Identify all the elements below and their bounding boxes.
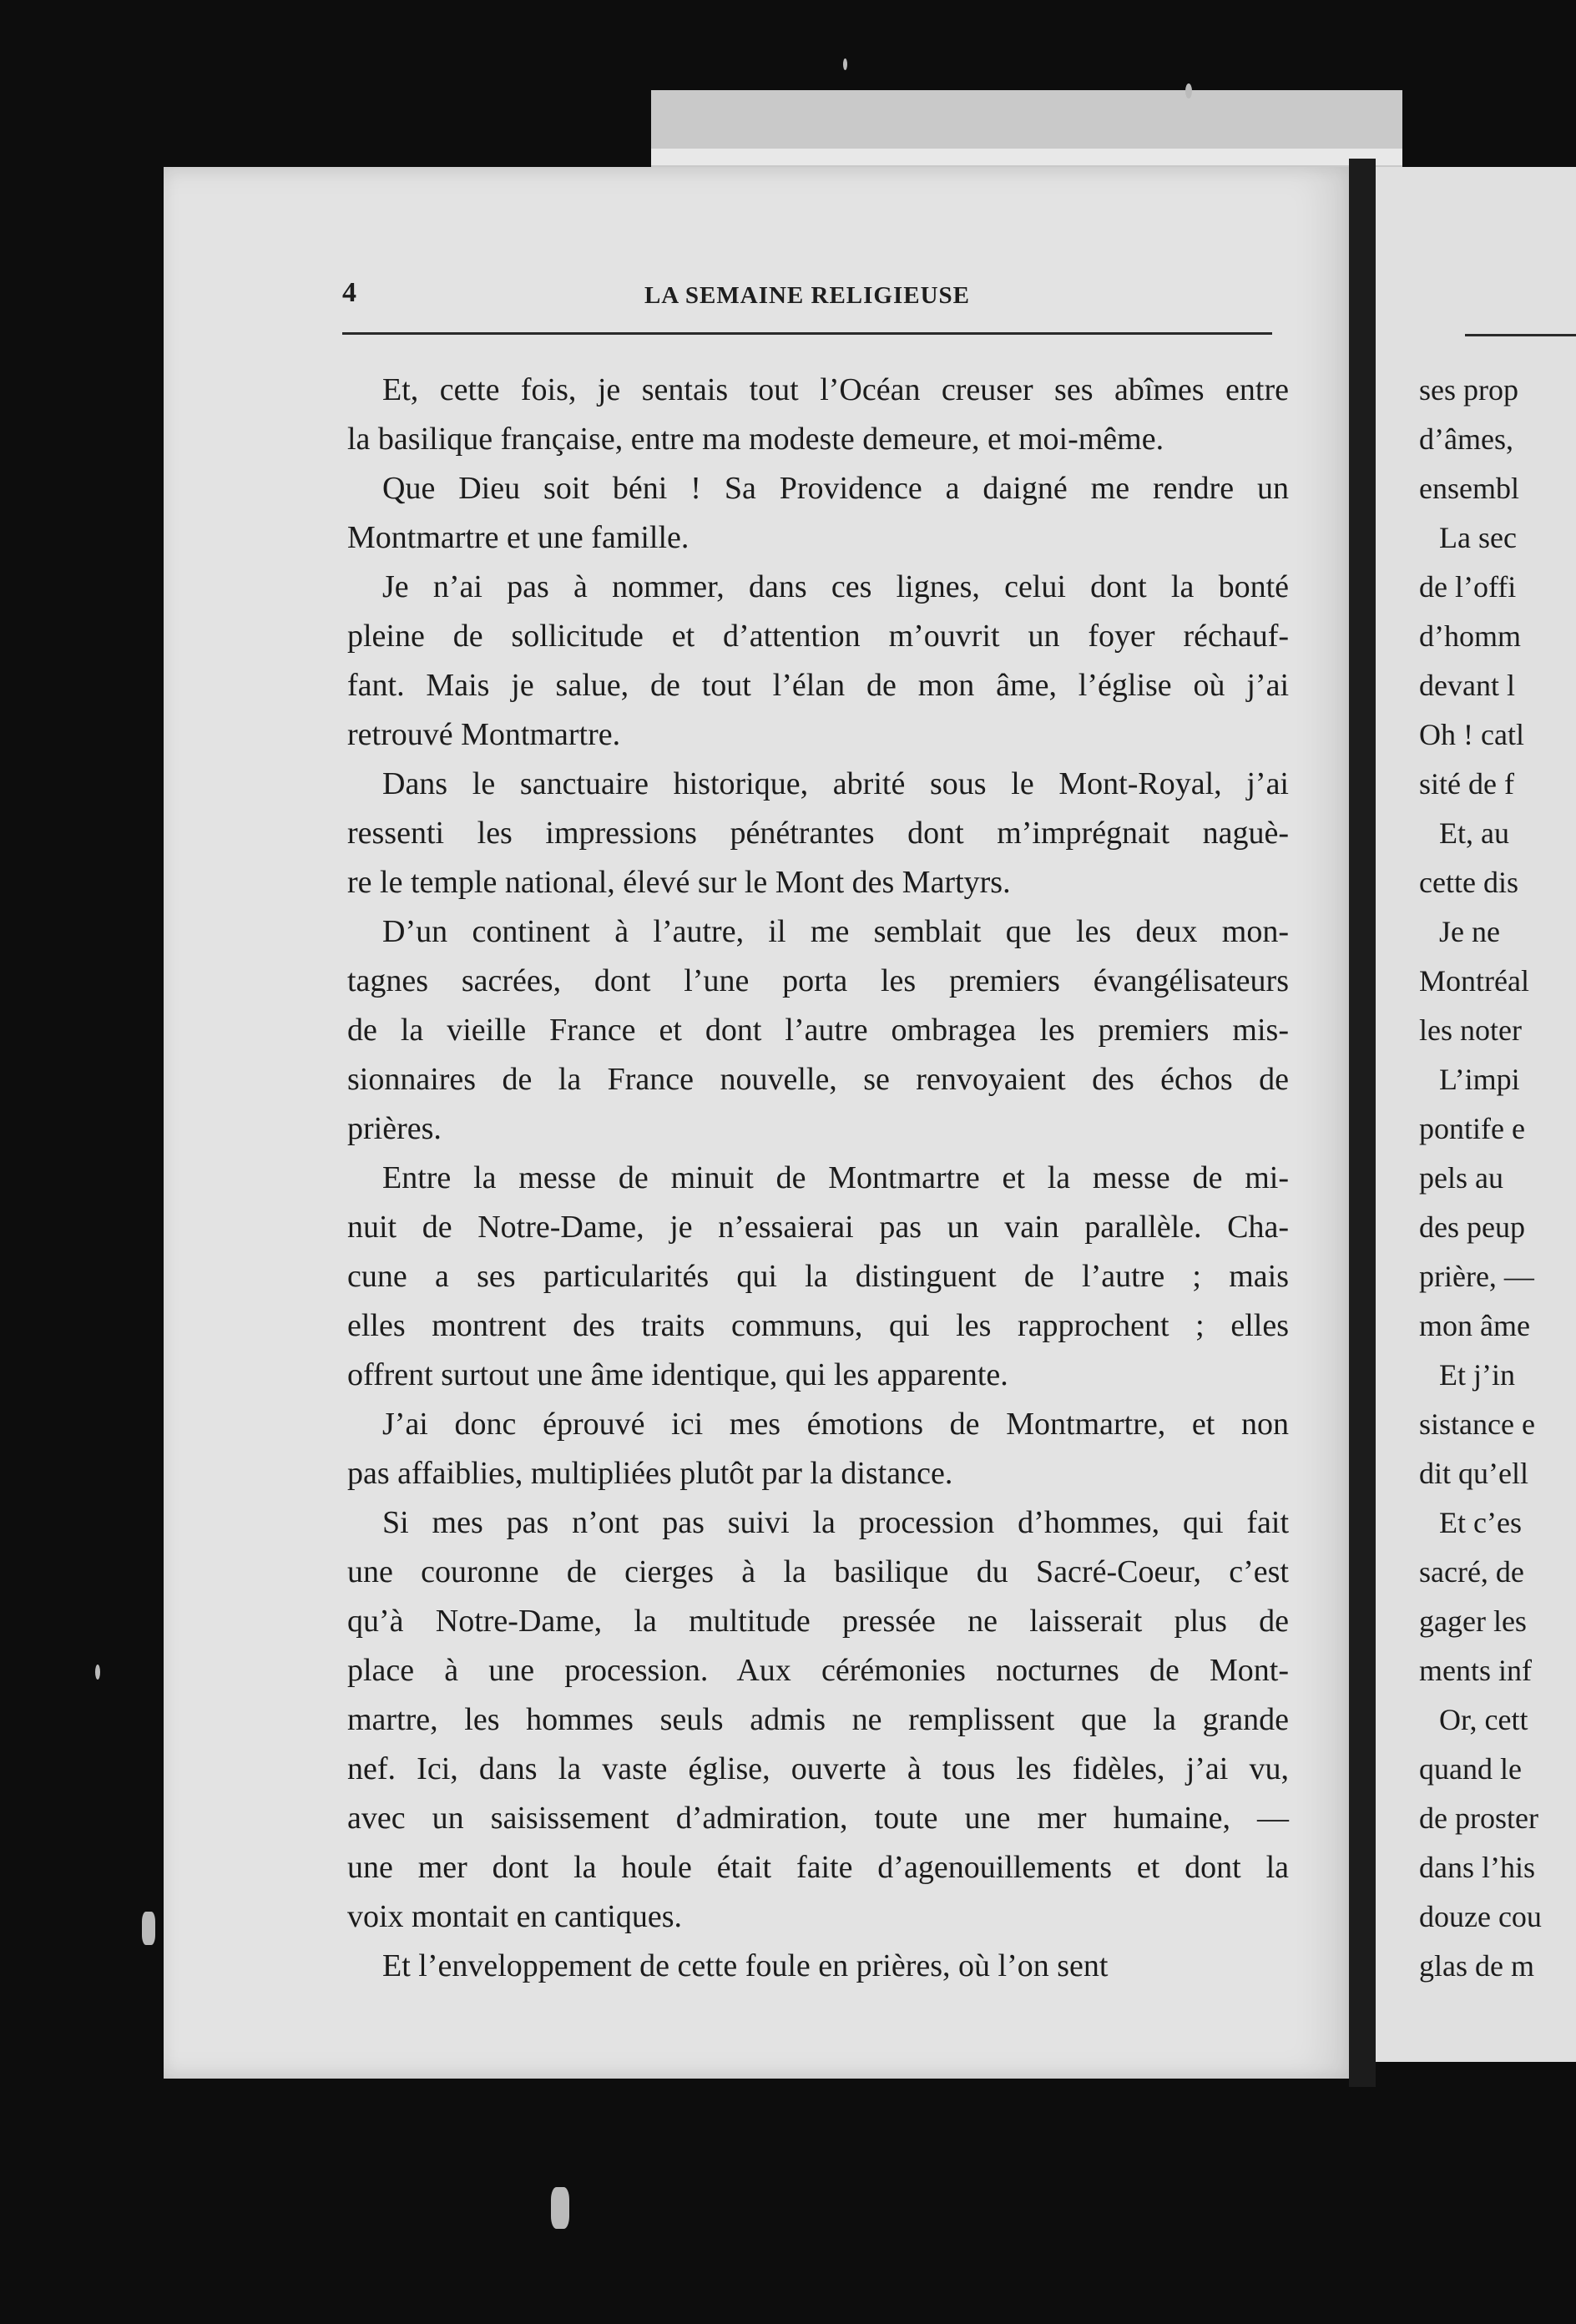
right-page-text-line: pontife e	[1419, 1112, 1525, 1145]
text-line: une couronne de cierges à la basilique du Sacré-Coeur, c’est	[347, 1554, 1289, 1589]
text-line: pleine de sollicitude et d’attention m’ouvrit un foyer réchauf-	[347, 619, 1289, 654]
right-page-text-line: de proster	[1419, 1801, 1538, 1835]
text-line: cune a ses particularités qui la distinguent de l’autre ; mais	[347, 1259, 1289, 1294]
paragraph	[347, 760, 1289, 907]
backing-sheet-edge	[651, 149, 1402, 165]
right-page-text-line: d’homm	[1419, 619, 1521, 653]
text-line: une mer dont la houle était faite d’agenouillements et dont la	[347, 1850, 1289, 1885]
text-line: elles montrent des traits communs, qui les rapprochent ; elles	[347, 1308, 1289, 1343]
right-page-text-line: cette dis	[1419, 866, 1518, 899]
right-page-text-line: Et, au	[1439, 816, 1509, 850]
paragraph	[347, 464, 1289, 563]
text-line: J’ai donc éprouvé ici mes émotions de Montmartre, et non	[382, 1407, 1289, 1442]
book-gutter	[1349, 159, 1376, 2087]
right-page-text-line: Et c’es	[1439, 1506, 1522, 1539]
text-line: qu’à Notre-Dame, la multitude pressée ne laisserait plus de	[347, 1604, 1289, 1639]
text-line: Montmartre et une famille.	[347, 520, 690, 555]
right-page-text-line: Je ne	[1439, 915, 1500, 948]
right-page-text-line: sité de f	[1419, 767, 1514, 801]
right-page-text-line: ments inf	[1419, 1654, 1532, 1687]
right-page-text-line: de l’offi	[1419, 570, 1517, 604]
text-line: de la vieille France et dont l’autre ombragea les premiers mis-	[347, 1013, 1289, 1048]
right-page-text-line: devant l	[1419, 669, 1515, 702]
text-line: fant. Mais je salue, de tout l’élan de mon âme, l’église où j’ai	[347, 668, 1289, 703]
right-page-text-line: gager les	[1419, 1604, 1527, 1638]
film-speck	[1185, 83, 1192, 99]
right-page-text-line: sistance e	[1419, 1407, 1535, 1441]
text-line: martre, les hommes seuls admis ne remplissent que la grande	[347, 1702, 1289, 1737]
film-speck	[843, 58, 847, 70]
paragraph	[347, 563, 1289, 760]
text-line: Et l’enveloppement de cette foule en prières, où l’on sent	[382, 1948, 1109, 1983]
right-page-text-line: pels au	[1419, 1161, 1503, 1195]
text-line: Entre la messe de minuit de Montmartre et la messe de mi-	[382, 1160, 1289, 1195]
right-page-text-line: Oh ! catl	[1419, 718, 1524, 751]
text-line: nuit de Notre-Dame, je n’essaierai pas un vain parallèle. Cha-	[347, 1210, 1289, 1245]
page-header	[342, 274, 1272, 316]
text-line: re le temple national, élevé sur le Mont des Martyrs.	[347, 865, 1011, 900]
right-page-text-line: douze cou	[1419, 1900, 1542, 1933]
paragraph	[347, 1498, 1289, 1942]
right-page-text-line: La sec	[1439, 521, 1517, 554]
text-line: Si mes pas n’ont pas suivi la procession d’hommes, qui fait	[382, 1505, 1289, 1540]
film-speck	[95, 1665, 100, 1680]
header-rule	[342, 332, 1272, 335]
paragraph	[347, 1942, 1289, 1991]
text-line: D’un continent à l’autre, il me semblait que les deux mon-	[382, 914, 1289, 949]
paragraph	[347, 366, 1289, 464]
right-page-text-line: ensembl	[1419, 472, 1519, 505]
text-line: place à une procession. Aux cérémonies nocturnes de Mont-	[347, 1653, 1289, 1688]
right-page-text-line: glas de m	[1419, 1949, 1534, 1983]
right-page-text-line: prière, —	[1419, 1260, 1534, 1293]
right-page-text-line: mon âme	[1419, 1309, 1530, 1342]
text-line: pas affaiblies, multipliées plutôt par la distance.	[347, 1456, 953, 1491]
text-line: Que Dieu soit béni ! Sa Providence a daigné me rendre un	[382, 471, 1289, 506]
right-page-text-line: Or, cett	[1439, 1703, 1528, 1736]
running-title: LA SEMAINE RELIGIEUSE	[644, 282, 971, 309]
right-page-text-line: ses prop	[1419, 373, 1518, 407]
paragraph	[347, 1154, 1289, 1400]
film-speck	[142, 1912, 155, 1945]
text-line: Dans le sanctuaire historique, abrité sous le Mont-Royal, j’ai	[382, 766, 1289, 801]
page-number: 4	[342, 277, 356, 308]
text-line: prières.	[347, 1111, 442, 1146]
text-line: ressenti les impressions pénétrantes dont m’imprégnait naguè-	[347, 816, 1289, 851]
right-page-text-line: des peup	[1419, 1210, 1525, 1244]
right-page-text-line: dans l’his	[1419, 1851, 1535, 1884]
right-page-text-line: les noter	[1419, 1013, 1522, 1047]
text-line: offrent surtout une âme identique, qui les apparente.	[347, 1357, 1008, 1392]
right-page-header-rule	[1465, 334, 1576, 336]
text-line: la basilique française, entre ma modeste demeure, et moi-même.	[347, 422, 1164, 457]
right-page-text-line: L’impi	[1439, 1063, 1520, 1096]
body-text	[347, 366, 1289, 1991]
text-line: avec un saisissement d’admiration, toute une mer humaine, —	[347, 1801, 1289, 1836]
text-line: retrouvé Montmartre.	[347, 717, 621, 752]
right-page-text-line: sacré, de	[1419, 1555, 1524, 1589]
right-page-text-line: dit qu’ell	[1419, 1457, 1528, 1490]
right-page-text	[1419, 366, 1576, 1991]
paragraph	[347, 907, 1289, 1154]
text-line: sionnaires de la France nouvelle, se renvoyaient des échos de	[347, 1062, 1289, 1097]
text-line: nef. Ici, dans la vaste église, ouverte à tous les fidèles, j’ai vu,	[347, 1751, 1289, 1786]
text-line: Je n’ai pas à nommer, dans ces lignes, celui dont la bonté	[382, 569, 1289, 604]
right-page-text-line: Montréal	[1419, 964, 1529, 998]
right-page-text-line: Et j’in	[1439, 1358, 1515, 1392]
paragraph	[347, 1400, 1289, 1498]
right-page-text-line: quand le	[1419, 1752, 1522, 1786]
right-page-text-line: d’âmes,	[1419, 422, 1513, 456]
text-line: voix montait en cantiques.	[347, 1899, 683, 1934]
text-line: Et, cette fois, je sentais tout l’Océan creuser ses abîmes entre	[382, 372, 1289, 407]
text-line: tagnes sacrées, dont l’une porta les premiers évangélisateurs	[347, 963, 1289, 998]
film-speck	[551, 2187, 569, 2229]
